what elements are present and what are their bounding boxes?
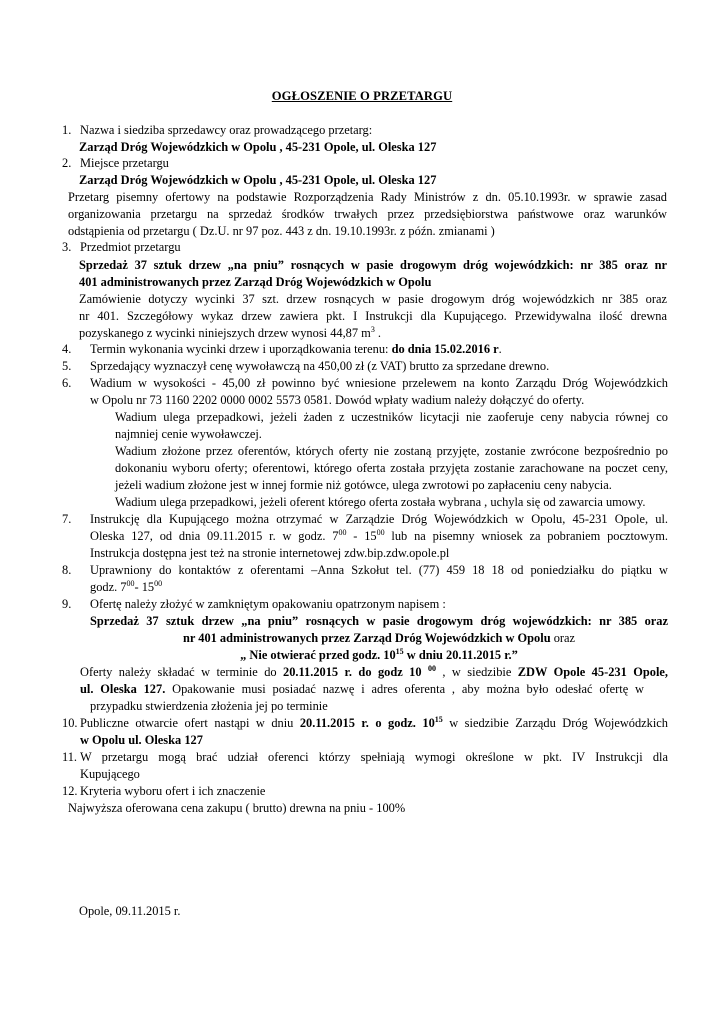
item-7-line-2: Oleska 127, od dnia 09.11.2015 r. w godz. $7^{00} - 15^{00}$ lub na pisemny wniosek za pobraniem pocztowym.: [90, 528, 668, 543]
item-3-subject-line-1: Sprzedaż 37 sztuk drzew „na pniu” rosnących w pasie drogowym dróg wojewódzkich: nr 385 oraz nr: [79, 258, 667, 272]
item-6-line-6: dokonaniu wyboru oferty; oferentowi, którego oferta została przyjęta zostanie zarachowane na poczet ceny,: [115, 461, 668, 475]
item-number-8: 8.: [62, 563, 72, 577]
item-10-line-1: Publiczne otwarcie ofert nastąpi w dniu 20.11.2015 r. o godz. $10^{15}$ w siedzibie Zarządu Dróg Wojewódzkich: [80, 715, 668, 730]
item-8-line-2: godz. $7^{00}-$ $15^{00}$: [90, 579, 163, 594]
item-12-line-1: Kryteria wyboru ofert i ich znaczenie: [80, 784, 266, 798]
item-2-label: Miejsce przetargu: [80, 156, 169, 170]
item-9-line-6: ul. Oleska 127. Opakowanie musi posiadać nazwę i adres oferenta , aby można było odesłać ofertę w: [80, 682, 644, 696]
item-number-12: 12.: [62, 784, 78, 798]
item-3-line-5: nr 401. Szczegółowy wykaz drzew zawiera pkt. I Instrukcji dla Kupującego. Przewidywalna ilość drewna: [79, 309, 667, 323]
item-6-line-5: Wadium złożone przez oferentów, których oferty nie zostaną przyjęte, zostanie zwrócone bezpośrednio po: [115, 444, 668, 458]
item-6-line-4: najmniej cenie wywoławczej.: [115, 427, 262, 441]
item-3-label: Przedmiot przetargu: [80, 240, 181, 254]
item-2-place: Zarząd Dróg Wojewódzkich w Opolu , 45-231 Opole, ul. Oleska 127: [79, 173, 437, 187]
item-7-line-3: Instrukcja dostępna jest też na stronie internetowej zdw.bip.zdw.opole.pl: [90, 546, 450, 560]
item-9-line-7: przypadku stwierdzenia złożenia jej po terminie: [90, 699, 328, 713]
item-number-9: 9.: [62, 597, 72, 611]
document-title: OGŁOSZENIE O PRZETARGU: [271, 89, 453, 103]
item-6-line-2: w Opolu nr 73 1160 2202 0000 0002 5573 0581. Dowód wpłaty wadium należy dołączyć do oferty.: [90, 393, 585, 407]
item-3-line-4: Zamówienie dotyczy wycinki 37 szt. drzew rosnących w pasie drogowym dróg wojewódzkich nr 385 oraz: [79, 292, 667, 306]
item-number-7: 7.: [62, 512, 72, 526]
item-11-line-2: Kupującego: [80, 767, 140, 781]
item-9-label-line-3: „ Nie otwierać przed godz. $10^{15}$ w dniu 20.11.2015 r.”: [240, 647, 518, 662]
item-number-10: 10.: [62, 716, 78, 730]
item-6-line-3: Wadium ulega przepadkowi, jeżeli żaden z uczestników licytacji nie zaoferuje ceny nabycia równej co: [115, 410, 668, 424]
item-9-label-line-1: Sprzedaż 37 sztuk drzew „na pniu” rosnących w pasie drogowym dróg wojewódzkich: nr 385 oraz: [90, 614, 668, 628]
item-6-line-7: jeżeli wadium złożone jest w innej formie niż gotówce, ulega zwrotowi po zapłaceniu ceny nabycia.: [115, 478, 612, 492]
item-number-5: 5.: [62, 359, 72, 373]
item-3-subject-line-2: 401 administrowanych przez Zarząd Dróg Wojewódzkich w Opolu: [79, 275, 432, 289]
item-8-line-1: Uprawniony do kontaktów z oferentami –Anna Szkołut tel. (77) 459 18 18 od poniedziałku do piątku w: [90, 563, 668, 577]
item-11-line-1: W przetargu mogą brać udział oferenci którzy spełniają wymogi określone w pkt. IV Instrukcji dla: [80, 750, 668, 764]
item-6-line-1: Wadium w wysokości - 45,00 zł powinno być wniesione przelewem na konto Zarządu Dróg Wojewódzkich: [90, 376, 668, 390]
item-number-11: 11.: [62, 750, 78, 764]
place-and-date: Opole, 09.11.2015 r.: [79, 904, 181, 918]
item-10-line-2: w Opolu ul. Oleska 127: [80, 733, 203, 747]
item-9-deadline: Oferty należy składać w terminie do 20.11.2015 r. do godz 10 $^{00}$ , w siedzibie ZDW Opole 45-231 Opole,: [80, 664, 668, 679]
item-2-line-4: organizowania przetargu na sprzedaż środków trwałych przez przedsiębiorstwa państwowe oraz warunków: [68, 207, 667, 221]
item-9-label-line-2: nr 401 administrowanych przez Zarząd Dróg Wojewódzkich w Opolu oraz: [182, 631, 576, 645]
item-7-line-1: Instrukcję dla Kupującego można otrzymać w Zarządzie Dróg Wojewódzkich w Opolu, 45-231 Opole, ul.: [90, 512, 668, 526]
item-number-6: 6.: [62, 376, 72, 390]
item-2-line-5: odstąpienia od przetargu ( Dz.U. nr 97 poz. 443 z dn. 19.10.1993r. z późn. zmianami ): [68, 224, 495, 238]
item-number-4: 4.: [62, 342, 72, 356]
item-9-line-1: Ofertę należy złożyć w zamkniętym opakowaniu opatrzonym napisem :: [90, 597, 446, 611]
item-6-line-8: Wadium ulega przepadkowi, jeżeli oferent którego oferta została wybrana , uchyla się od zawarcia umowy.: [115, 495, 646, 509]
item-1-seller: Zarząd Dróg Wojewódzkich w Opolu , 45-231 Opole, ul. Oleska 127: [79, 140, 437, 154]
item-3-line-6: pozyskanego z wycinki niniejszych drzew wynosi 44,87 $m^3$ .: [79, 325, 382, 340]
item-2-line-3: Przetarg pisemny ofertowy na podstawie Rozporządzenia Rady Ministrów z dn. 05.10.1993r. w sprawie zasad: [68, 190, 667, 204]
item-number-3: 3.: [62, 240, 72, 254]
item-4-text: Termin wykonania wycinki drzew i uporządkowania terenu: do dnia 15.02.2016 r.: [90, 342, 502, 356]
item-number-2: 2.: [62, 156, 72, 170]
item-12-line-2: Najwyższa oferowana cena zakupu ( brutto) drewna na pniu - 100%: [68, 801, 406, 815]
item-1-label: Nazwa i siedziba sprzedawcy oraz prowadzącego przetarg:: [80, 123, 373, 137]
item-number-1: 1.: [62, 123, 72, 137]
item-5-text: Sprzedający wyznaczył cenę wywoławczą na 450,00 zł (z VAT) brutto za sprzedane drewno.: [90, 359, 550, 373]
